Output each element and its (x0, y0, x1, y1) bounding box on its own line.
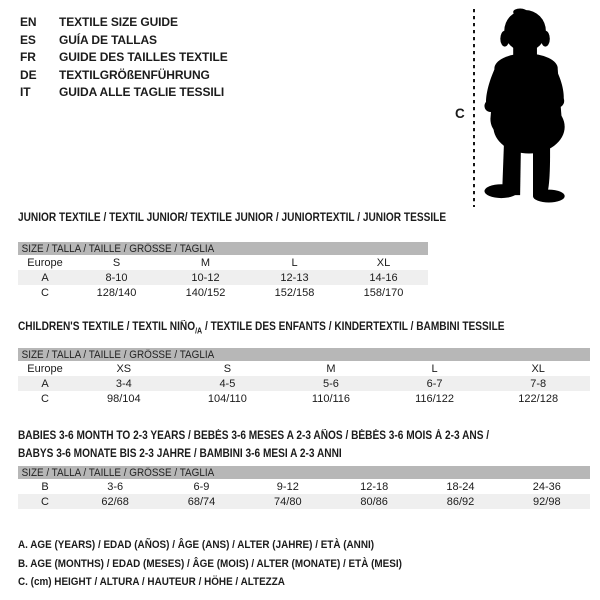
table-row (18, 285, 428, 300)
size-cell: 104/110 (207, 392, 247, 405)
legend-line-a: A. AGE (YEARS) / EDAD (AÑOS) / ÂGE (ANS) / ALTER (JAHRE) / ETÀ (ANNI) (18, 539, 375, 551)
language-code: FR (20, 50, 36, 64)
babies-size-table (18, 466, 590, 509)
table-row (18, 255, 428, 270)
size-cell: 6-9 (193, 480, 210, 493)
size-cell: XS (116, 362, 132, 375)
size-cell: 6-7 (426, 377, 443, 390)
size-cell: S (112, 256, 121, 269)
row-label: B (41, 480, 49, 493)
height-measure-label: C (455, 106, 465, 121)
size-cell: L (291, 256, 298, 269)
size-cell: 12-18 (360, 480, 389, 493)
size-cell: 9-12 (276, 480, 299, 493)
size-cell: 116/122 (415, 392, 455, 405)
language-row (20, 14, 228, 32)
baby-right-leg (533, 135, 550, 196)
baby-left-foot (484, 184, 518, 198)
size-cell: 62/68 (101, 495, 129, 508)
size-cell: 128/140 (96, 286, 137, 299)
size-cell: 98/104 (106, 392, 141, 405)
size-cell: 80/86 (360, 495, 388, 508)
table-row (18, 391, 590, 406)
size-cell: M (200, 256, 211, 269)
size-cell: S (223, 362, 232, 375)
language-title: TEXTILGRÖßENFÜHRUNG (59, 67, 210, 82)
size-cell: 14-16 (369, 271, 398, 284)
language-title-list (20, 14, 228, 102)
baby-left-ear (500, 31, 509, 47)
size-cell: XL (376, 256, 391, 269)
row-label: C (41, 495, 49, 508)
size-header-bar: SIZE / TALLA / TAILLE / GRÖSSE / TAGLIA (18, 242, 428, 255)
table-row (18, 270, 428, 285)
size-cell: L (431, 362, 438, 375)
children-table-title: CHILDREN'S TEXTILE / TEXTIL $NIÑO_{/A}$ / TEXTILE DES ENFANTS / KINDERTEXTIL / BAMBINI TESSILE (18, 321, 505, 336)
size-cell: 68/74 (187, 495, 216, 508)
row-label: Europe (27, 362, 63, 375)
language-row (20, 84, 228, 102)
size-cell: M (326, 362, 336, 375)
row-label: A (41, 271, 49, 284)
size-cell: 86/92 (446, 495, 475, 508)
baby-head (504, 10, 546, 52)
table-row (18, 494, 590, 509)
language-row (20, 49, 228, 67)
language-title: TEXTILE SIZE GUIDE (59, 15, 178, 29)
row-label: Europe (27, 256, 63, 269)
size-header-bar: SIZE / TALLA / TAILLE / GRÖSSE / TAGLIA (18, 348, 590, 361)
junior-table-title: JUNIOR TEXTILE / TEXTIL JUNIOR/ TEXTILE JUNIOR / JUNIORTEXTIL / JUNIOR TESSILE (18, 212, 447, 224)
size-cell: 92/98 (533, 495, 561, 508)
row-label: C (41, 392, 49, 405)
size-cell: XL (531, 362, 545, 375)
baby-silhouette (482, 8, 582, 206)
size-cell: 3-6 (107, 480, 124, 493)
baby-right-foot (533, 190, 565, 203)
language-code: ES (20, 32, 36, 47)
baby-right-hand (551, 95, 564, 108)
size-cell: 5-6 (323, 377, 339, 390)
junior-size-table (18, 242, 428, 300)
size-cell: 158/170 (363, 286, 404, 299)
row-label: A (41, 377, 49, 390)
size-cell: 10-12 (191, 271, 220, 284)
size-cell: 152/158 (274, 286, 315, 299)
size-cell: 122/128 (518, 392, 559, 405)
legend-line-b: B. AGE (MONTHS) / EDAD (MESES) / ÂGE (MOIS) / ALTER (MONATE) / ETÀ (MESI) (18, 557, 402, 570)
babies-table-title: BABIES 3-6 MONTH TO 2-3 YEARS / BEBÉS 3-6 MESES A 2-3 AÑOS / BÉBÉS 3-6 MOIS À 2-3 ANS / BABYS 3-6 MONATE BIS 2-3 JAHRE / BAMBINI 3-6 MESI A 2-3 ANNI (18, 430, 490, 460)
baby-right-ear (541, 31, 550, 47)
language-row (20, 67, 228, 85)
row-label: C (41, 286, 49, 299)
language-title: GUÍA DE TALLAS (59, 32, 157, 47)
legend (18, 536, 445, 592)
table-row (18, 376, 590, 391)
language-code: DE (20, 67, 37, 82)
size-cell: 110/116 (311, 392, 351, 405)
language-code: EN (20, 15, 37, 29)
legend-line-c: C. (cm) HEIGHT / ALTURA / HAUTEUR / HÖHE / ALTEZZA (18, 576, 285, 588)
baby-left-hand (484, 100, 496, 112)
height-dashed-line (472, 9, 476, 207)
children-size-table (18, 348, 590, 406)
size-cell: 24-36 (532, 480, 561, 493)
size-cell: 8-10 (105, 271, 128, 284)
size-cell: 140/152 (185, 286, 226, 299)
language-row (20, 32, 228, 50)
table-row (18, 361, 590, 376)
size-cell: 18-24 (446, 480, 475, 493)
size-cell: 12-13 (280, 271, 309, 284)
table-row (18, 479, 590, 494)
size-cell: 74/80 (274, 495, 302, 508)
size-cell: 3-4 (115, 377, 132, 390)
size-cell: 4-5 (219, 377, 236, 390)
language-title: GUIDE DES TAILLES TEXTILE (59, 50, 228, 64)
language-code: IT (20, 85, 31, 99)
size-cell: 7-8 (530, 377, 547, 390)
language-title: GUIDA ALLE TAGLIE TESSILI (59, 85, 225, 99)
size-header-bar: SIZE / TALLA / TAILLE / GRÖSSE / TAGLIA (18, 466, 590, 479)
